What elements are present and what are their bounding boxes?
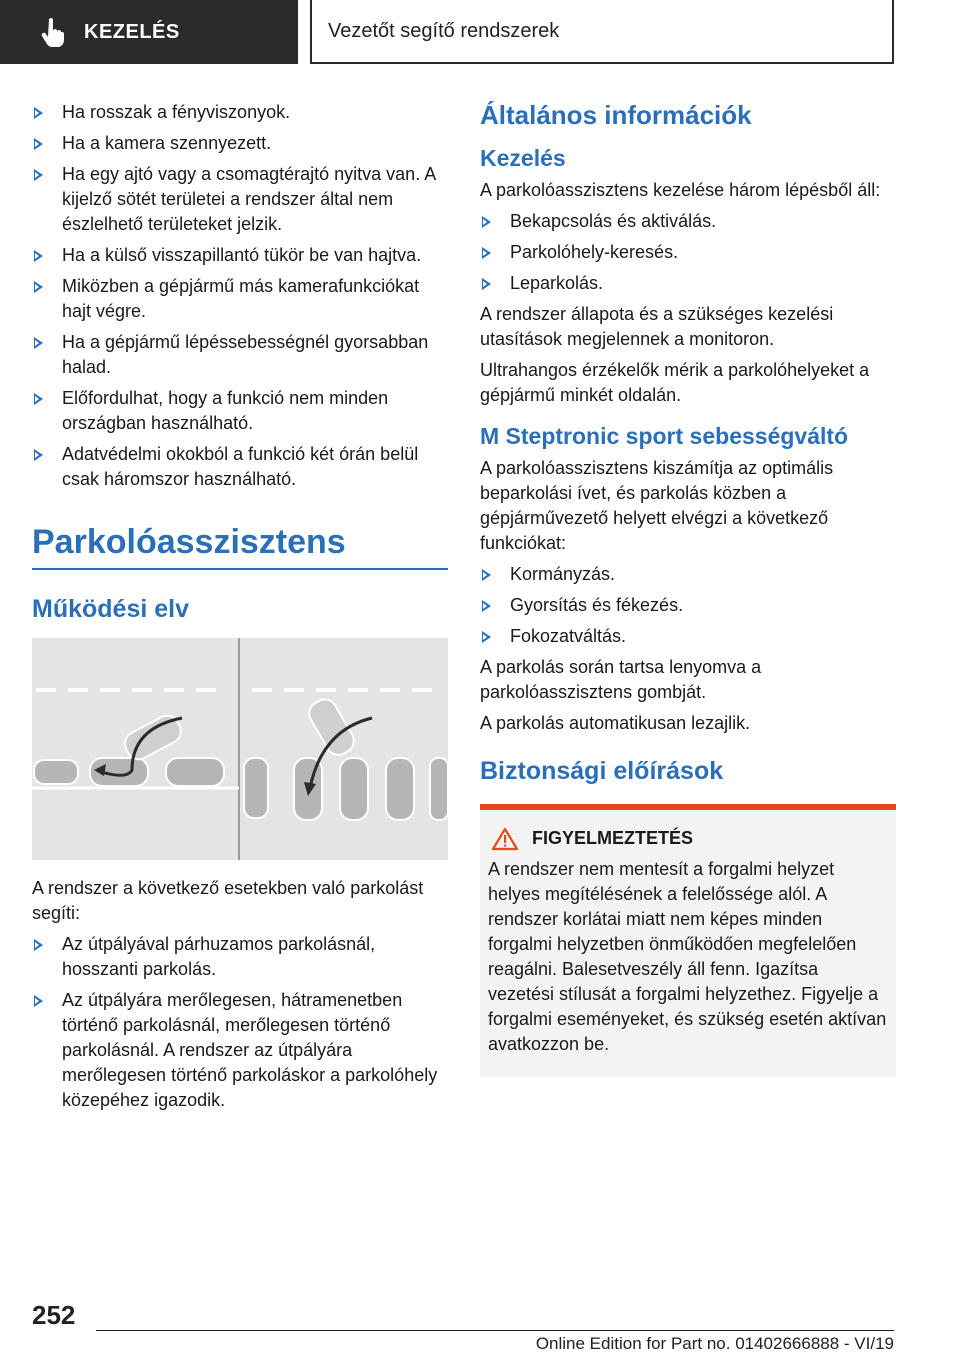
steps-list: [480, 209, 896, 296]
list-item: Miközben a gépjármű más kamerafunkciókat hajt végre.: [32, 274, 448, 324]
list-item: Ha rosszak a fényviszonyok.: [32, 100, 448, 125]
list-item: Ha egy ajtó vagy a csomagtérajtó nyitva van. A kijelző sötét területei a rendszer által nem észlelhető területeket jelzik.: [32, 162, 448, 237]
section-heading: Általános információk: [480, 100, 752, 130]
triangle-bullet-icon: [482, 600, 491, 612]
chapter-title-text: Vezetőt segítő rendszerek: [328, 19, 560, 42]
triangle-bullet-icon: [34, 337, 43, 349]
triangle-bullet-icon: [34, 138, 43, 150]
paragraph: A parkolás során tartsa lenyomva a parkolóasszisztens gombját.: [480, 657, 762, 702]
list-item: Leparkolás.: [480, 271, 896, 296]
warning-title: [488, 826, 888, 851]
triangle-bullet-icon: [482, 247, 491, 259]
section-heading: Parkolóasszisztens: [32, 522, 448, 570]
list-item: Adatvédelmi okokból a funkció két órán belül csak háromszor használható.: [32, 442, 448, 492]
parking-diagram: [32, 638, 448, 860]
parking-type-list: [32, 932, 448, 1113]
list-item: Ha a gépjármű lépéssebességnél gyorsabban halad.: [32, 330, 448, 380]
triangle-bullet-icon: [482, 278, 491, 290]
right-column: [480, 100, 896, 1077]
paragraph: Ultrahangos érzékelők mérik a parkolóhelyeket a gépjármű minkét oldalán.: [480, 360, 870, 405]
condition-list: [32, 100, 448, 492]
triangle-bullet-icon: [34, 939, 43, 951]
list-item: Az útpályával párhuzamos parkolásnál, hosszanti parkolás.: [32, 932, 448, 982]
triangle-bullet-icon: [34, 449, 43, 461]
functions-list: [480, 562, 896, 649]
hand-pointer-icon: [40, 17, 66, 47]
triangle-bullet-icon: [34, 169, 43, 181]
paragraph: A parkolóasszisztens kezelése három lépésből áll:: [480, 180, 881, 200]
paragraph: A rendszer állapota és a szükséges kezelési utasítások megjelennek a monitoron.: [480, 304, 834, 349]
subsection-heading: Működési elv: [32, 595, 189, 623]
list-item: Előfordulhat, hogy a funkció nem minden országban használható.: [32, 386, 448, 436]
paragraph: A rendszer a következő esetekben való parkolást segíti:: [32, 878, 424, 923]
triangle-bullet-icon: [34, 995, 43, 1007]
triangle-bullet-icon: [482, 216, 491, 228]
paragraph: A parkolóasszisztens kiszámítja az optimális beparkolási ívet, és parkolás közben a gépjárművezető helyett elvégzi a következő funkciókat:: [480, 458, 834, 553]
section-tab: [0, 0, 298, 64]
parking-illustration: [32, 638, 448, 860]
list-item: Az útpályára merőlegesen, hátramenetben történő parkolásnál, merőlegesen történő parkolásnál. A rendszer az útpályára merőlegesen történő parkoláskor a parkolóhely közepéhez igazodik.: [32, 988, 448, 1113]
list-item: Ha a kamera szennyezett.: [32, 131, 448, 156]
warning-box: [480, 804, 896, 1077]
chapter-title: [310, 0, 894, 64]
section-tab-label: KEZELÉS: [84, 20, 180, 43]
footer-edition: Online Edition for Part no. 01402666888 - VI/19: [535, 1334, 894, 1353]
safety-heading: Biztonsági előírások: [480, 757, 724, 785]
list-item: Ha a külső visszapillantó tükör be van hajtva.: [32, 243, 448, 268]
triangle-bullet-icon: [34, 393, 43, 405]
subsection-heading: Kezelés: [480, 145, 566, 171]
list-item: Gyorsítás és fékezés.: [480, 593, 896, 618]
list-item: Parkolóhely-keresés.: [480, 240, 896, 265]
warning-text: A rendszer nem mentesít a forgalmi helyzet helyes megítélésének a felelőssége alól. A rendszer korlátai miatt nem képes minden forgalmi helyzetben önműködően megfelelően reagálni. Balesetveszély áll fenn. Igazítsa vezetési stílusát a forgalmi helyzethez. Figyelje a forgalmi eseményeket, és szükség esetén aktívan avatkozzon be.: [488, 859, 887, 1054]
triangle-bullet-icon: [34, 107, 43, 119]
list-item: Bekapcsolás és aktiválás.: [480, 209, 896, 234]
list-item: Kormányzás.: [480, 562, 896, 587]
warning-triangle-icon: [492, 827, 518, 851]
left-column: [32, 100, 448, 1119]
footer-rule: [96, 1330, 894, 1331]
triangle-bullet-icon: [482, 569, 491, 581]
subsection-heading: M Steptronic sport sebességváltó: [480, 423, 849, 449]
triangle-bullet-icon: [34, 281, 43, 293]
triangle-bullet-icon: [34, 250, 43, 262]
list-item: Fokozatváltás.: [480, 624, 896, 649]
triangle-bullet-icon: [482, 631, 491, 643]
paragraph: A parkolás automatikusan lezajlik.: [480, 713, 751, 733]
warning-title-text: FIGYELMEZTETÉS: [532, 828, 694, 848]
page-number: 252: [32, 1300, 76, 1330]
